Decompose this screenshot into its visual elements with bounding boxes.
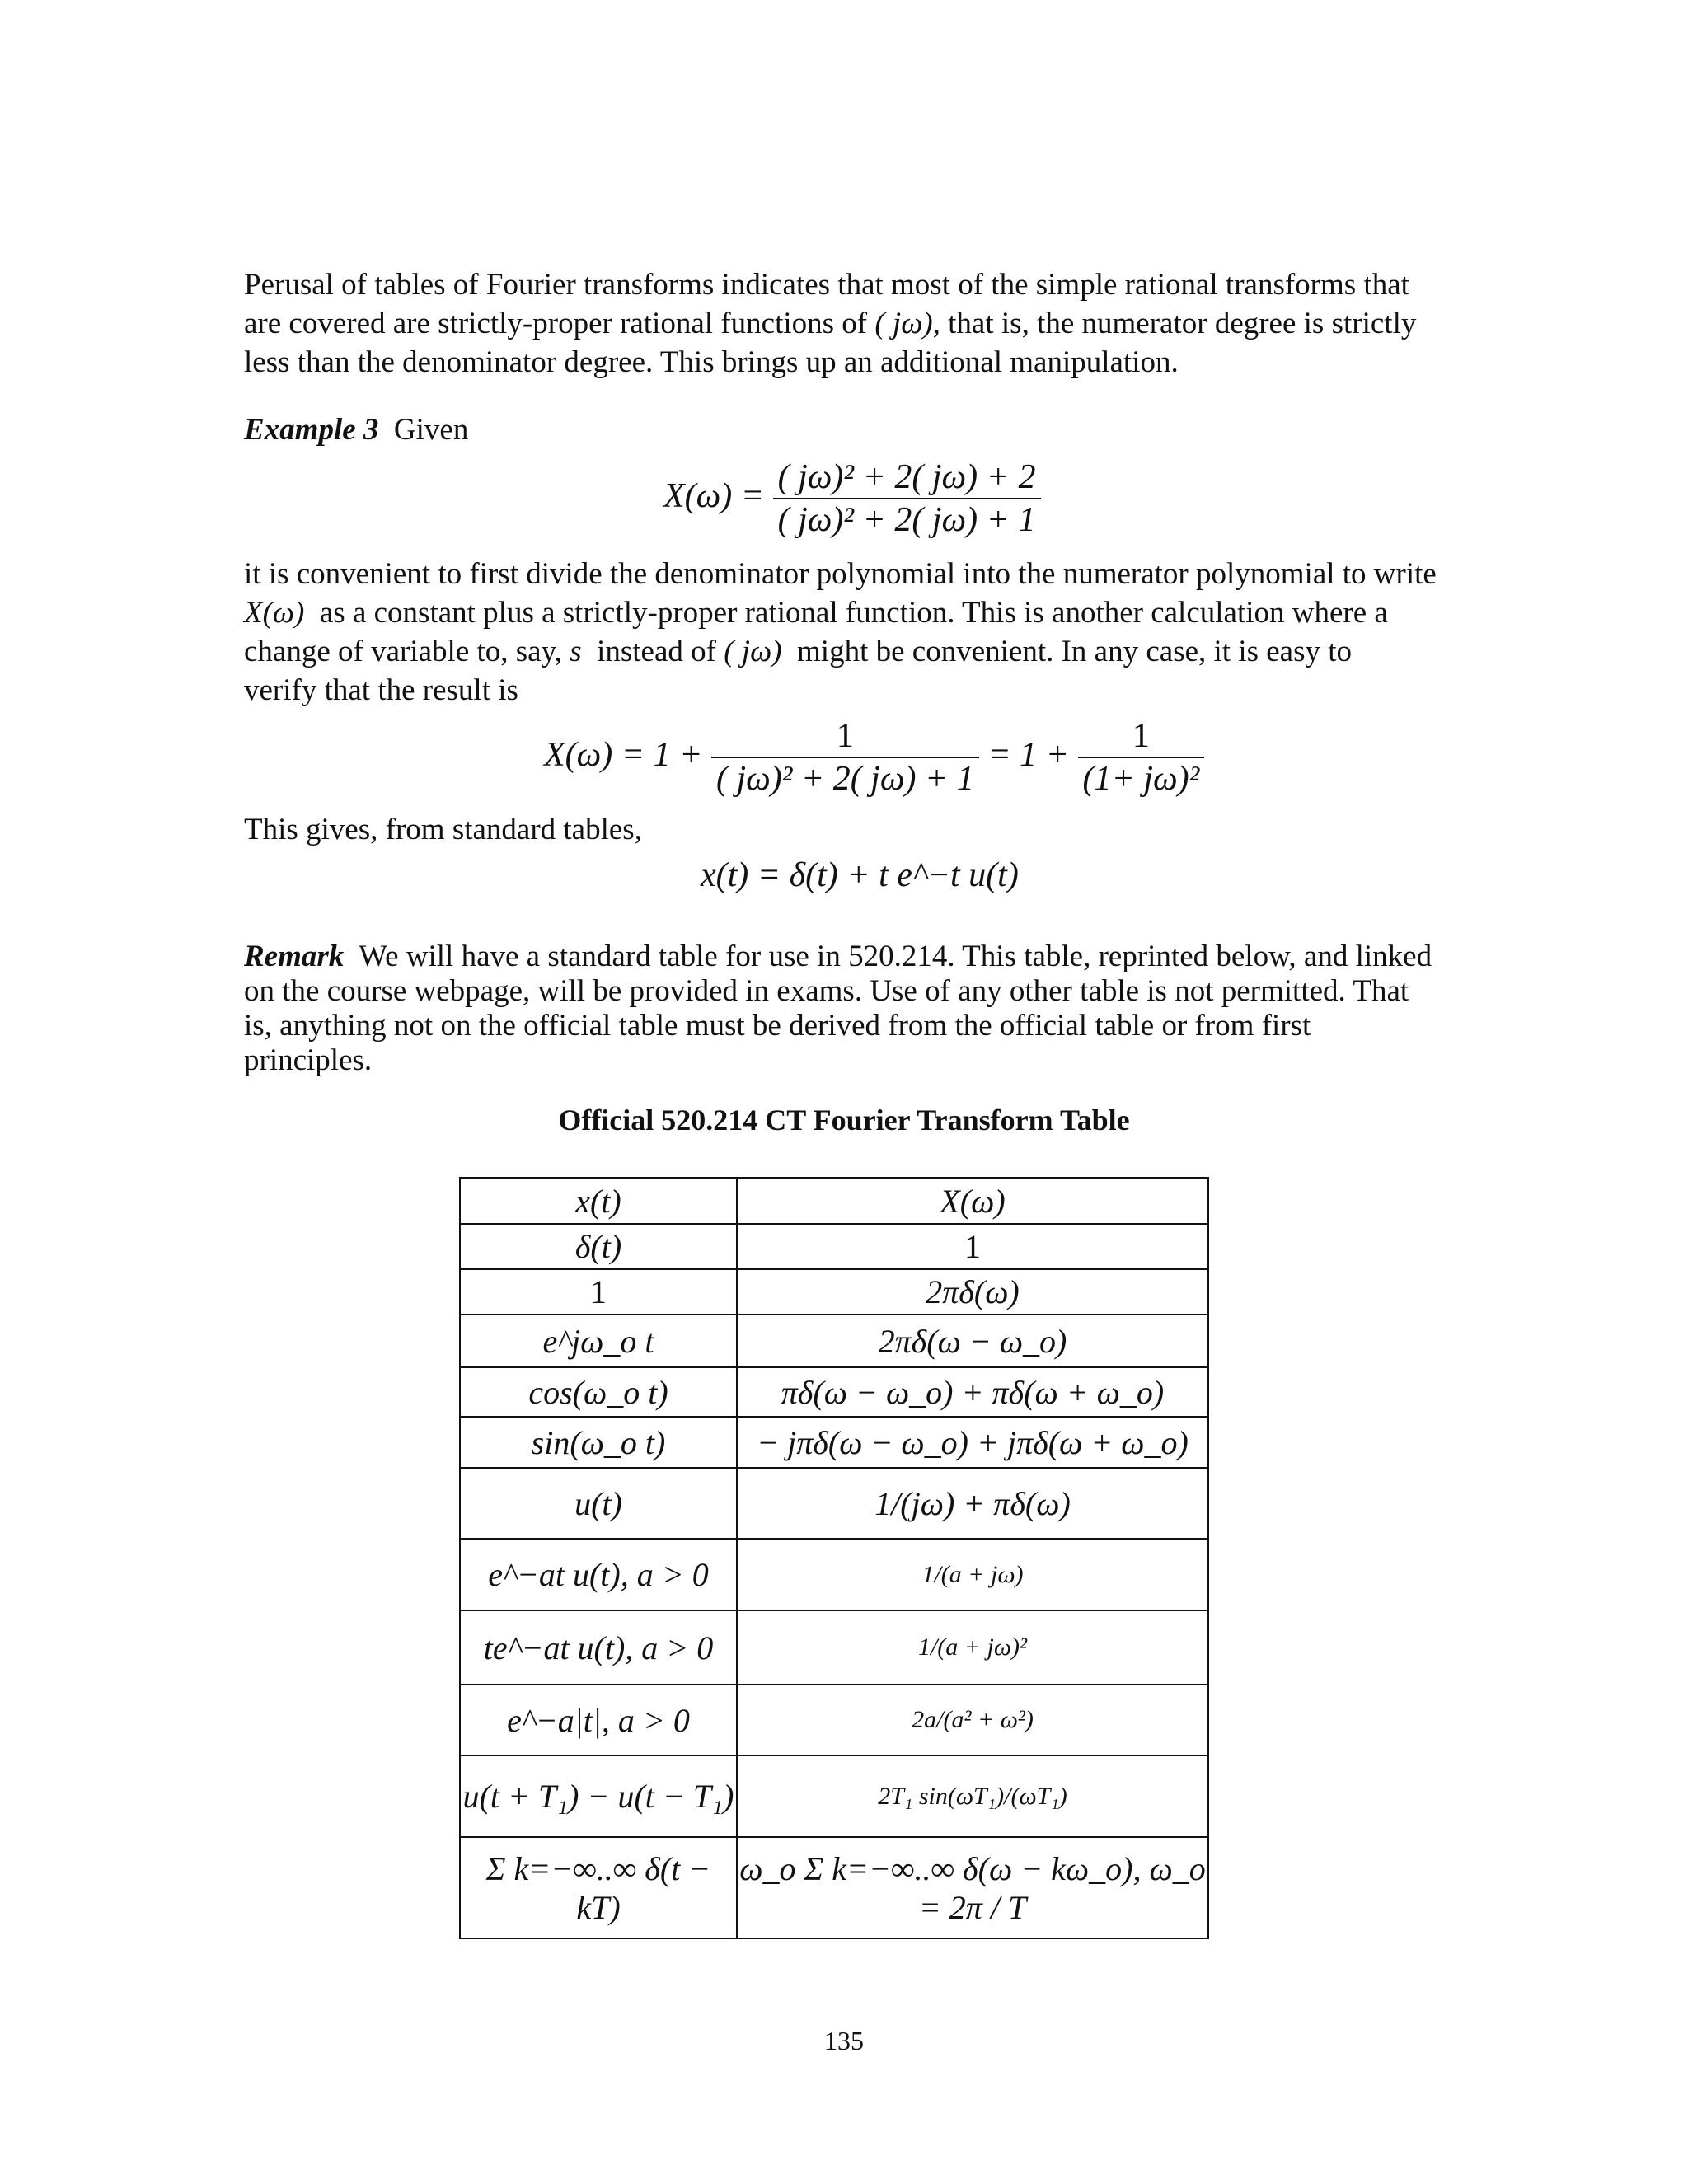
standard-tables-line: This gives, from standard tables, bbox=[244, 813, 642, 846]
table-title: Official 520.214 CT Fourier Transform Table bbox=[558, 1104, 1130, 1137]
table-header-row bbox=[460, 1178, 1208, 1224]
example-paragraph bbox=[244, 555, 1437, 710]
table-row: δ(t) 1 bbox=[460, 1224, 1208, 1269]
table-row: u(t + T₁) − u(t − T₁) 2T₁ sin(ωT₁)/(ωT₁) bbox=[460, 1755, 1208, 1837]
table-row: u(t) 1/(jω) + πδ(ω) bbox=[460, 1468, 1208, 1539]
example-given: Given bbox=[393, 413, 469, 447]
table-row: Σ k=−∞..∞ δ(t − kT) ω_o Σ k=−∞..∞ δ(ω − kω_o), ω_o = 2π / T bbox=[460, 1837, 1208, 1938]
example-heading bbox=[244, 410, 1431, 449]
header-frequency-domain: X(ω) bbox=[737, 1178, 1208, 1224]
table-row: e^jω_o t 2πδ(ω − ω_o) bbox=[460, 1315, 1208, 1367]
equation-3: x(t) = δ(t) + t e^−t u(t) bbox=[701, 856, 1019, 894]
table-row: e^−a|t|, a > 0 2a/(a² + ω²) bbox=[460, 1685, 1208, 1755]
table-row: 1 2πδ(ω) bbox=[460, 1269, 1208, 1315]
example-line-3: change of variable to, say, s instead of ( jω) might be convenient. In any case, it is easy to bbox=[244, 635, 1353, 668]
intro-line-3: less than the denominator degree. This brings up an additional manipulation. bbox=[244, 345, 1179, 379]
remark-paragraph: Remark We will have a standard table for use in 520.214. This table, reprinted below, and linked on the course webpage, will be provided in exams. Use of any other table is not permitted. That is, anything not on the official table must be derived from the official table or from first principles. bbox=[244, 940, 1432, 1077]
equation-1-numerator: ( jω)² + 2( jω) + 2 bbox=[773, 457, 1041, 499]
page-number: 135 bbox=[824, 2026, 864, 2055]
intro-line-1: Perusal of tables of Fourier transforms indicates that most of the simple rational transforms that bbox=[244, 268, 1409, 302]
equation-1: X(ω) = $\frac{\text{( jω)² + 2( jω) + 2}}{\text{( jω)² + 2( jω) + 1}}$ bbox=[663, 457, 1041, 541]
table-row: cos(ω_o t) πδ(ω − ω_o) + πδ(ω + ω_o) bbox=[460, 1367, 1208, 1417]
example-line-1: it is convenient to first divide the denominator polynomial into the numerator polynomial to write bbox=[244, 557, 1437, 591]
table-row: te^−at u(t), a > 0 1/(a + jω)² bbox=[460, 1610, 1208, 1685]
example-line-2: X(ω) as a constant plus a strictly-proper rational function. This is another calculation where a bbox=[244, 596, 1388, 630]
intro-paragraph bbox=[244, 265, 1431, 382]
equation-2: X(ω) = 1 + $\frac{1}{\text{( jω)² + 2( jω) + 1}}$ = 1 + $\frac{1}{\text{(1+ jω)²}}$ bbox=[544, 715, 1204, 800]
example-label: Example 3 bbox=[244, 413, 379, 447]
table-row: sin(ω_o t) − jπδ(ω − ω_o) + jπδ(ω + ω_o) bbox=[460, 1417, 1208, 1468]
fourier-transform-table bbox=[459, 1177, 1209, 1939]
remark-label: Remark bbox=[244, 940, 345, 973]
equation-1-denominator: ( jω)² + 2( jω) + 1 bbox=[777, 501, 1036, 540]
intro-line-2: are covered are strictly-proper rational functions of ( jω), that is, the numerator degree is strictly bbox=[244, 307, 1417, 340]
table-row: e^−at u(t), a > 0 1/(a + jω) bbox=[460, 1539, 1208, 1610]
header-time-domain: x(t) bbox=[460, 1178, 737, 1224]
example-line-4: verify that the result is bbox=[244, 673, 518, 707]
